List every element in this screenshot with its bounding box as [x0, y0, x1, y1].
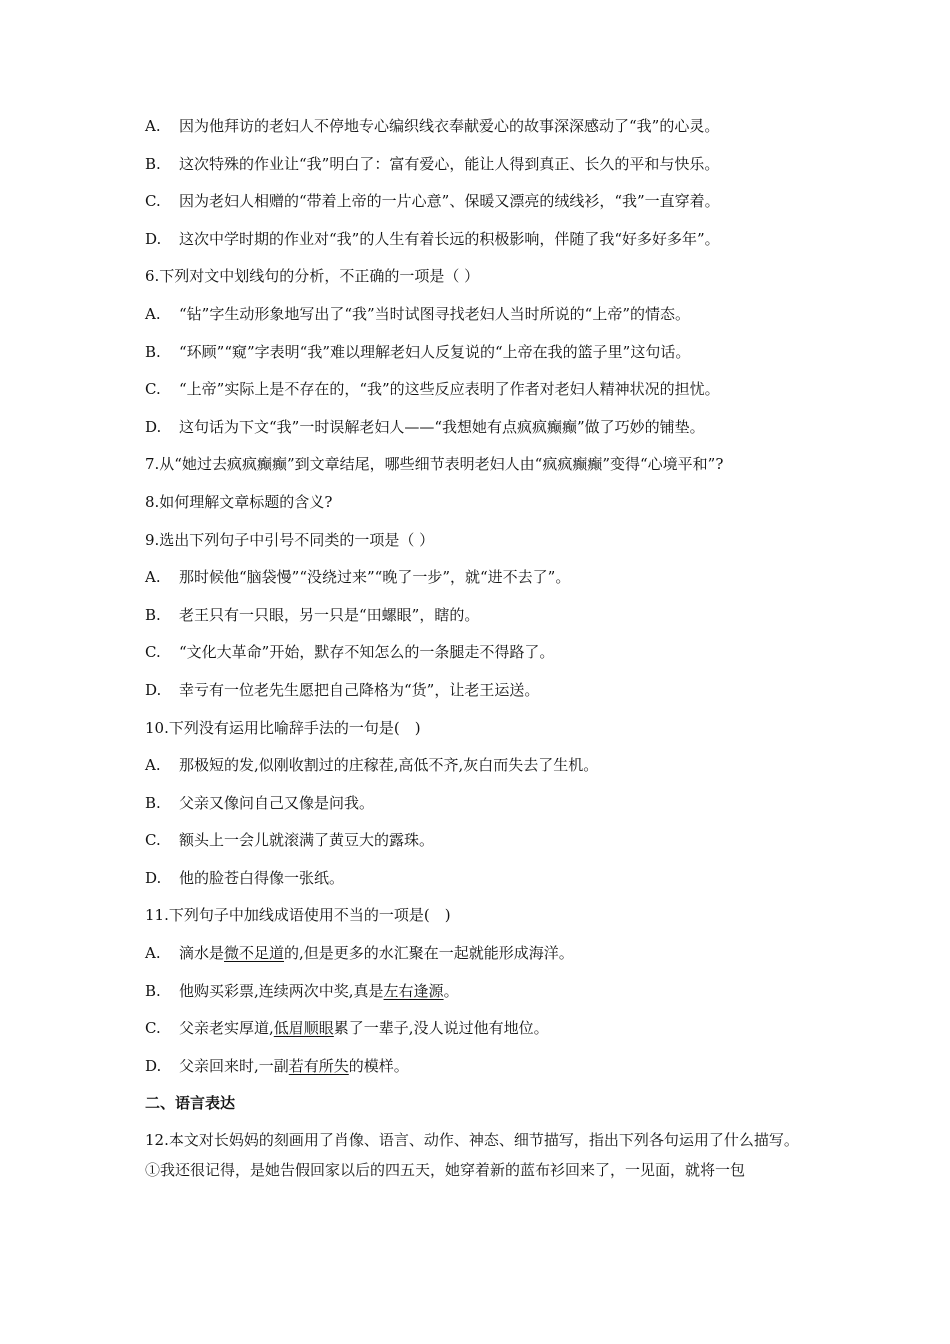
- option-letter: D.: [145, 1056, 162, 1075]
- q10-option-c: [145, 830, 810, 850]
- option-letter: A.: [145, 756, 161, 775]
- q9-option-c: [145, 642, 810, 662]
- q7-stem: 7.从“她过去疯疯癫癫”到文章结尾，哪些细节表明老妇人由“疯疯癫癫”变得“心境平和”?: [145, 455, 724, 474]
- q6-option-a: [145, 304, 810, 324]
- q12-stem: 12.本文对长妈妈的刻画用了肖像、语言、动作、神态、细节描写，指出下列各句运用了什么描写。: [145, 1131, 799, 1150]
- option-letter: A.: [145, 944, 161, 963]
- underlined-idiom: 低眉顺眼: [273, 1019, 334, 1038]
- underlined-idiom: 微不足道: [224, 944, 285, 963]
- option-text: 父亲又像问自己又像是问我。: [179, 793, 375, 812]
- underlined-idiom: 左右逢源: [383, 981, 444, 1000]
- q10-option-a: [145, 755, 810, 775]
- q5-option-a: [145, 116, 810, 136]
- q11-option-b: [145, 981, 810, 1001]
- q11-stem: 11.下列句子中加线成语使用不当的一项是( ): [145, 906, 451, 925]
- option-text-post: 。: [443, 981, 459, 1000]
- q11-option-c: [145, 1018, 810, 1038]
- option-letter: A.: [145, 117, 161, 135]
- option-text: 额头上一会儿就滚满了黄豆大的露珠。: [179, 831, 435, 850]
- option-letter: B.: [145, 342, 161, 361]
- underlined-idiom: 若有所失: [288, 1056, 349, 1075]
- q10-option-d: [145, 868, 810, 888]
- q5-option-d: [145, 229, 810, 249]
- q9-option-b: [145, 605, 810, 625]
- option-text: “文化大革命”开始，默存不知怎么的一条腿走不得路了。: [179, 643, 555, 662]
- document-page: [145, 116, 810, 1197]
- option-letter: A.: [145, 304, 161, 323]
- option-text: 这次特殊的作业让“我”明白了：富有爱心，能让人得到真正、长久的平和与快乐。: [179, 154, 720, 173]
- option-text-pre: 父亲老实厚道,: [179, 1019, 274, 1038]
- option-text: “环顾”“窥”字表明“我”难以理解老妇人反复说的“上帝在我的篮子里”这句话。: [179, 342, 691, 361]
- option-text-pre: 他购买彩票,连续两次中奖,真是: [179, 981, 384, 1000]
- option-text: “钻”字生动形象地写出了“我”当时试图寻找老妇人当时所说的“上帝”的情态。: [179, 304, 691, 323]
- q6-option-c: [145, 379, 810, 399]
- option-letter: B.: [145, 154, 161, 173]
- q9-option-a: [145, 567, 810, 587]
- option-letter: D.: [145, 868, 162, 887]
- option-letter: C.: [145, 643, 161, 662]
- option-letter: D.: [145, 229, 162, 248]
- option-text: 老王只有一只眼，另一只是“田螺眼”，瞎的。: [179, 605, 480, 624]
- option-text: 他的脸苍白得像一张纸。: [179, 868, 345, 887]
- option-letter: D.: [145, 417, 162, 436]
- option-text: 这次中学时期的作业对“我”的人生有着长远的积极影响，伴随了我“好多好多年”。: [179, 229, 720, 248]
- option-letter: A.: [145, 568, 161, 587]
- option-letter: C.: [145, 380, 161, 399]
- section-heading: 二、语言表达: [145, 1094, 236, 1113]
- option-letter: B.: [145, 981, 161, 1000]
- option-text-pre: 父亲回来时,一副: [179, 1056, 289, 1075]
- q10-option-b: [145, 793, 810, 813]
- q6-option-b: [145, 342, 810, 362]
- option-letter: C.: [145, 192, 161, 211]
- option-letter: C.: [145, 1019, 161, 1038]
- option-letter: B.: [145, 605, 161, 624]
- option-text-post: 的模样。: [348, 1056, 409, 1075]
- option-text-post: 的,但是更多的水汇聚在一起就能形成海洋。: [284, 944, 574, 963]
- option-text: 因为老妇人相赠的“带着上帝的一片心意”、保暖又漂亮的绒线衫，“我”一直穿着。: [179, 192, 720, 211]
- option-text-pre: 滴水是: [179, 944, 225, 963]
- q8-stem: 8.如何理解文章标题的含义?: [145, 492, 333, 511]
- q6-stem: 6.下列对文中划线句的分析，不正确的一项是（ ）: [145, 267, 480, 286]
- q5-option-b: [145, 154, 810, 174]
- q9-stem: 9.选出下列句子中引号不同类的一项是（ ）: [145, 530, 435, 549]
- q5-option-c: [145, 191, 810, 211]
- q10-stem: 10.下列没有运用比喻辞手法的一句是( ): [145, 718, 421, 737]
- option-text-post: 累了一辈子,没人说过他有地位。: [333, 1019, 549, 1038]
- option-text: 幸亏有一位老先生愿把自己降格为“货”，让老王运送。: [179, 680, 540, 699]
- option-letter: D.: [145, 680, 162, 699]
- q11-option-a: [145, 943, 810, 963]
- option-text: “上帝”实际上是不存在的，“我”的这些反应表明了作者对老妇人精神状况的担忧。: [179, 380, 720, 399]
- option-text: 这句话为下文“我”一时误解老妇人——“我想她有点疯疯癫癫”做了巧妙的铺垫。: [179, 417, 705, 436]
- q6-option-d: [145, 417, 810, 437]
- q9-option-d: [145, 680, 810, 700]
- option-letter: C.: [145, 831, 161, 850]
- option-letter: B.: [145, 793, 161, 812]
- q11-option-d: [145, 1056, 810, 1076]
- q12-item-1: ①我还很记得，是她告假回家以后的四五天，她穿着新的蓝布衫回来了，一见面，就将一包: [145, 1160, 746, 1179]
- option-text: 那时候他“脑袋慢”“没绕过来”“晚了一步”，就“进不去了”。: [179, 568, 571, 587]
- option-text: 那极短的发,似刚收割过的庄稼茬,高低不齐,灰白而失去了生机。: [179, 756, 599, 775]
- option-text: 因为他拜访的老妇人不停地专心编织线衣奉献爱心的故事深深感动了“我”的心灵。: [179, 117, 720, 135]
